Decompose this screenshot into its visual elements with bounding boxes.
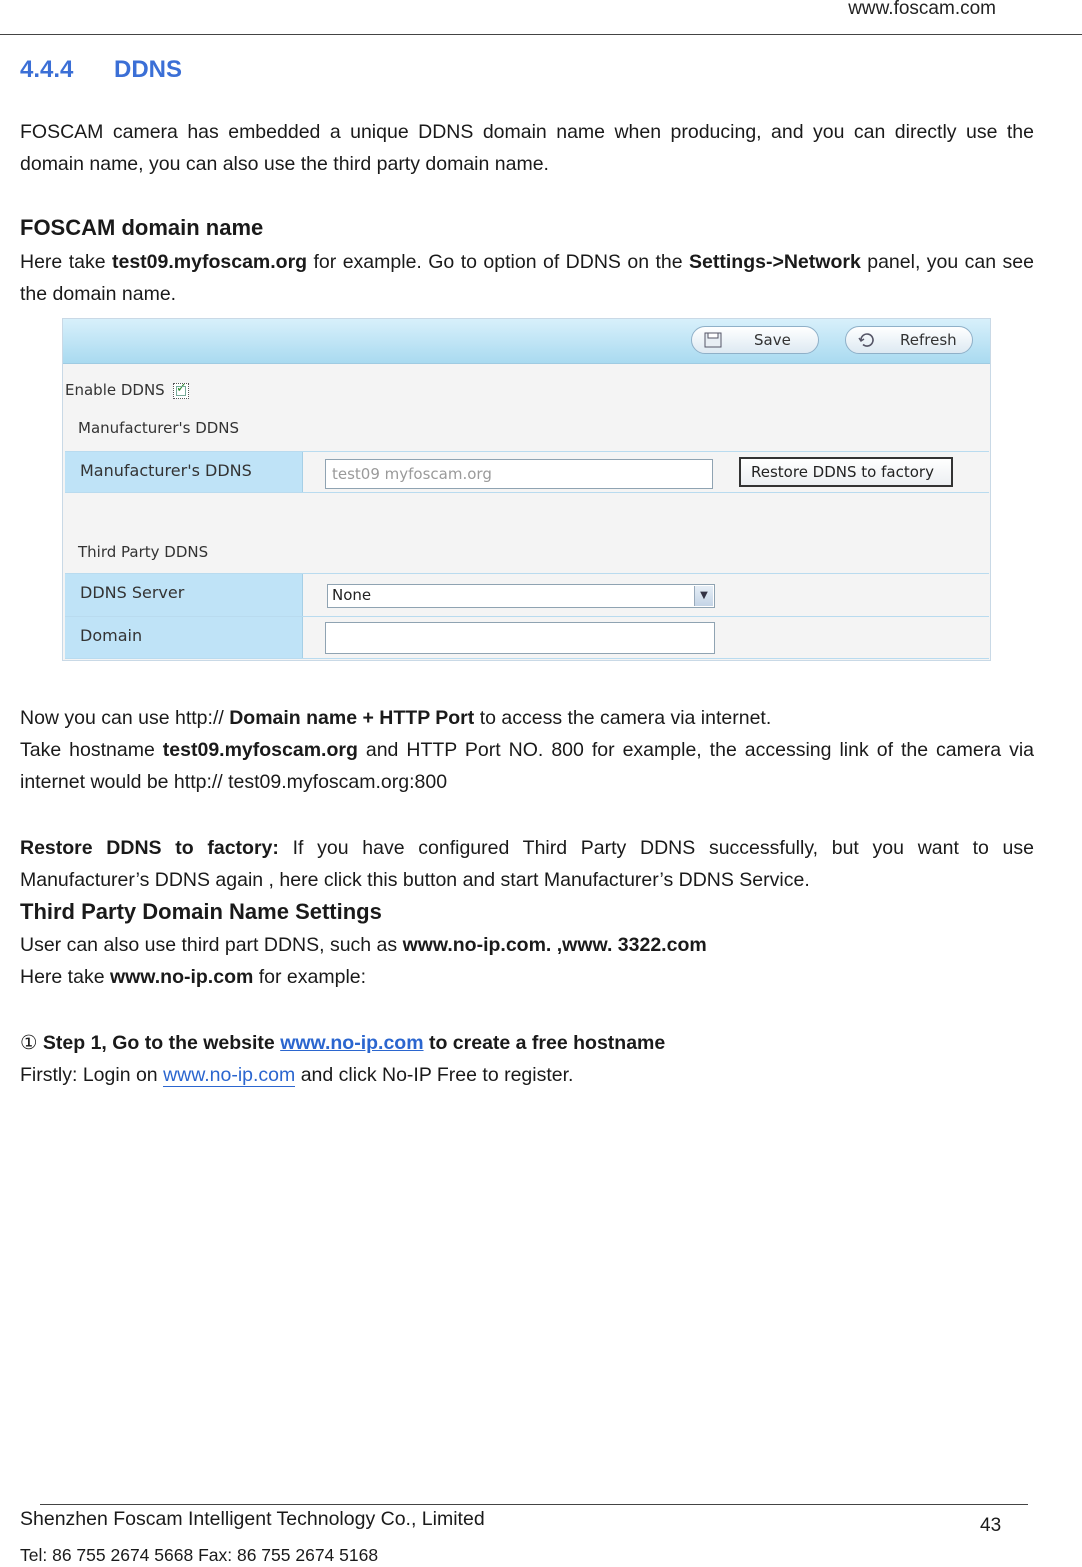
third-party-line-2: Here take www.no-ip.com for example: [20, 966, 367, 988]
ddns-server-select[interactable]: None ▼ [327, 584, 715, 608]
footer-contact: Tel: 86 755 2674 5668 Fax: 86 755 2674 5168 [20, 1545, 379, 1565]
restore-paragraph: Restore DDNS to factory: If you have configured Third Party DDNS successfully, but you want to use Manufacturer’s DDNS again , here click this button and start Manufacturer’s DDNS Service. [20, 837, 1034, 891]
foscam-domain-heading: FOSCAM domain name [20, 215, 264, 240]
domain-row [65, 617, 989, 659]
enable-ddns-checkbox[interactable] [173, 383, 189, 399]
access-line-2: Take hostname test09.myfoscam.org and HTTP Port NO. 800 for example, the accessing link of the camera via internet would be http:// test09.myfoscam.org:800 [20, 739, 1034, 793]
refresh-icon [858, 332, 876, 348]
step1-title: ① Step 1, Go to the website www.no-ip.com to create a free hostname [20, 1032, 666, 1054]
noip-link-bold[interactable]: www.no-ip.com [280, 1032, 424, 1054]
footer-company: Shenzhen Foscam Intelligent Technology Co., Limited [20, 1508, 485, 1530]
ddns-server-label: DDNS Server [80, 583, 185, 602]
restore-ddns-button[interactable]: Restore DDNS to factory [739, 457, 953, 487]
ddns-server-row [65, 573, 989, 617]
footer-rule [40, 1504, 1028, 1505]
intro-paragraph: FOSCAM camera has embedded a unique DDNS domain name when producing, and you can directly use the domain name, you can also use the third party domain name. [20, 121, 1034, 175]
section-number: 4.4.4 [20, 56, 74, 83]
section-title-text: DDNS [114, 56, 183, 83]
save-label: Save [754, 331, 791, 349]
access-line-1: Now you can use http:// Domain name + HTTP Port to access the camera via internet. [20, 707, 772, 729]
manufacturer-group-label: Manufacturer's DDNS [78, 419, 240, 437]
refresh-button[interactable] [845, 326, 973, 354]
manufacturer-domain-field[interactable]: test09 myfoscam.org [325, 459, 713, 489]
ddns-server-cell [65, 574, 303, 616]
save-icon [704, 332, 722, 348]
step1-marker: ① [20, 1032, 38, 1054]
third-party-group-label: Third Party DDNS [78, 543, 209, 561]
step1-line-2: Firstly: Login on www.no-ip.com and click No-IP Free to register. [20, 1064, 574, 1086]
settings-toolbar [63, 319, 990, 364]
manufacturer-ddns-row [65, 451, 989, 493]
section-title [20, 56, 182, 84]
chevron-down-icon: ▼ [694, 586, 713, 606]
page-number: 43 [980, 1515, 1002, 1536]
noip-link[interactable]: www.no-ip.com [163, 1064, 296, 1086]
third-party-heading: Third Party Domain Name Settings [20, 899, 382, 924]
header-rule [0, 34, 1082, 35]
domain-label: Domain [80, 626, 143, 645]
checkmark-icon: ✓ [176, 381, 187, 396]
enable-ddns-label: Enable DDNS [65, 381, 165, 399]
save-button[interactable] [691, 326, 819, 354]
manufacturer-ddns-label: Manufacturer's DDNS [80, 461, 252, 480]
refresh-label: Refresh [900, 331, 957, 349]
header-url: www.foscam.com [848, 0, 996, 19]
third-party-line-1: User can also use third part DDNS, such as www.no-ip.com. ,www. 3322.com [20, 934, 707, 956]
manufacturer-ddns-cell [65, 452, 303, 492]
ddns-settings-screenshot [62, 318, 991, 661]
domain-cell [65, 617, 303, 658]
domain-input[interactable] [325, 622, 715, 654]
foscam-domain-paragraph: Here take test09.myfoscam.org for example. Go to option of DDNS on the Settings->Network panel, you can see the domain name. [20, 251, 1034, 305]
